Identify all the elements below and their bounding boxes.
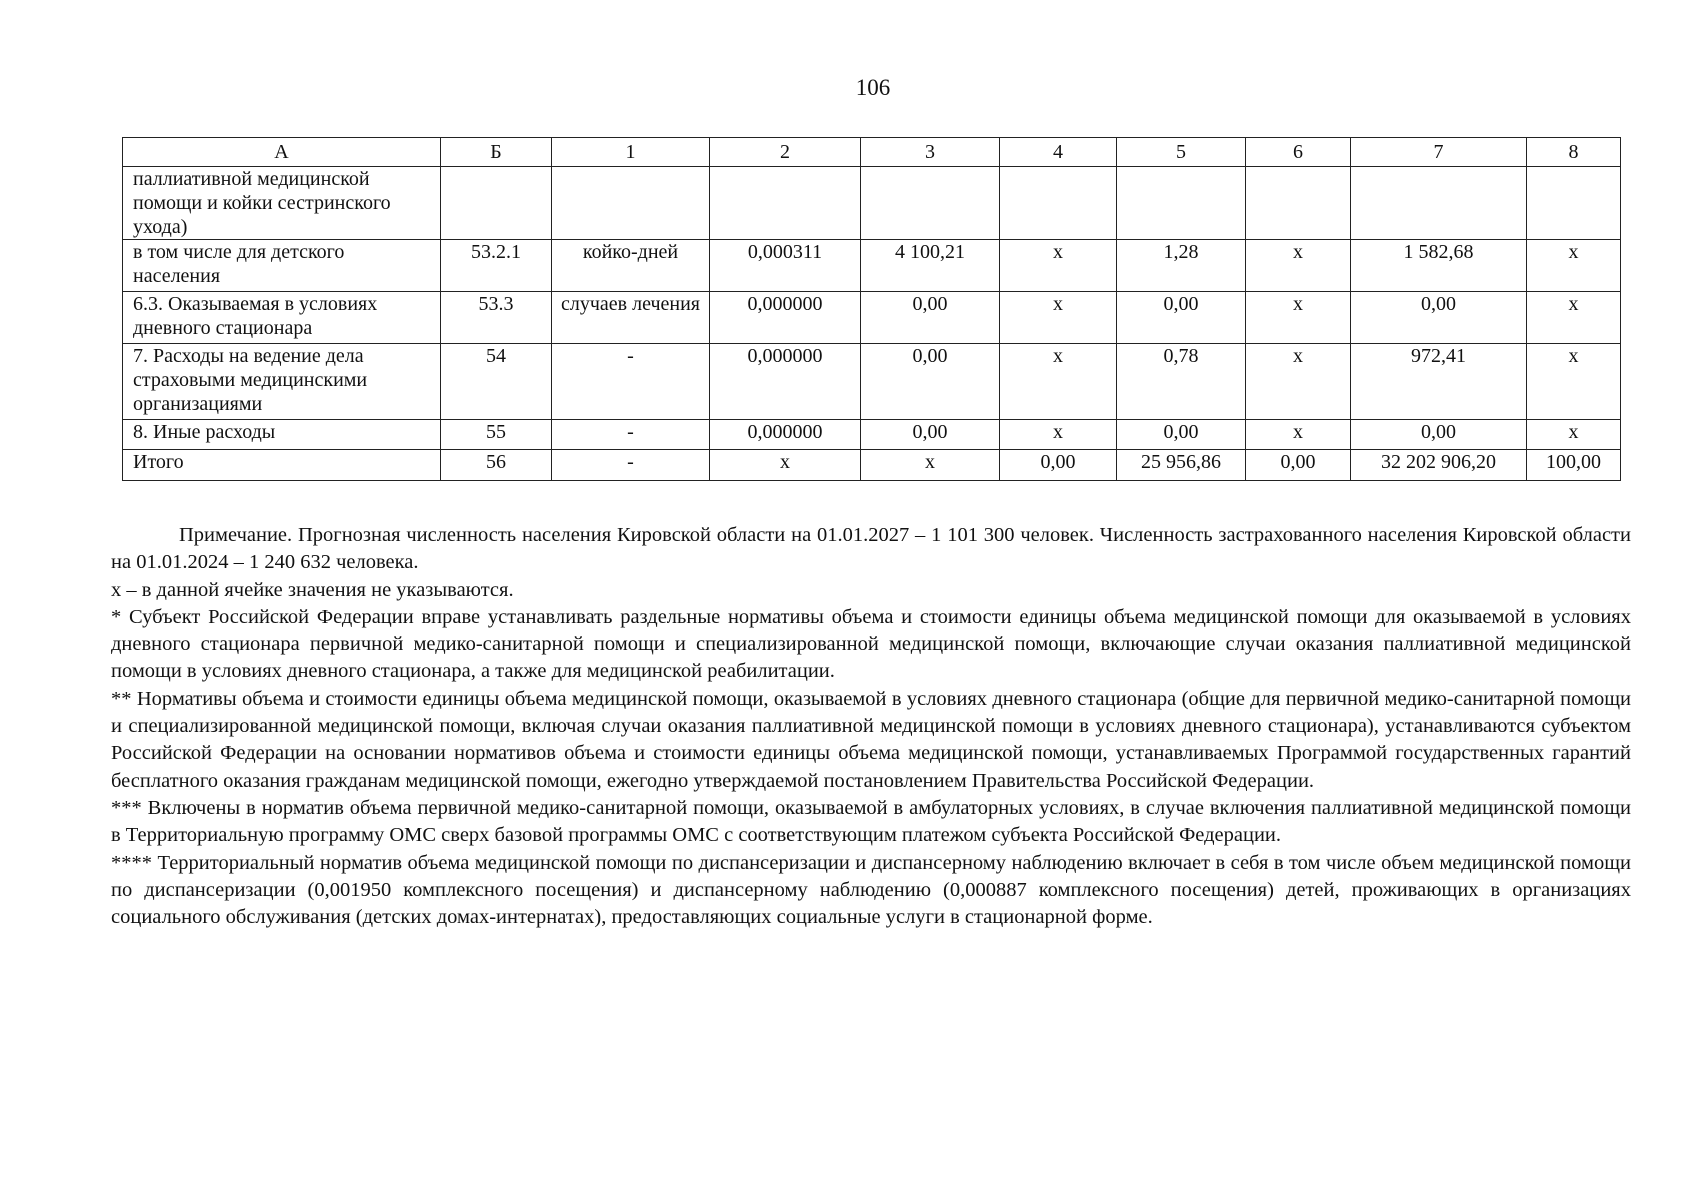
table-cell [1000,167,1117,240]
table-cell [441,167,552,240]
data-table [122,137,1621,481]
header-cell: 5 [1117,138,1246,167]
table-cell: койко-дней [552,240,710,292]
footnote-4: **** Территориальный норматив объема медицинской помощи по диспансеризации и диспансерному наблюдению включает в себя в том числе объем медицинской помощи по диспансеризации (0,001950 комплексного посещения) и диспансерному наблюдению (0,000887 комплексного посещения) детей, проживающих в организациях социального обслуживания (детских домах-интернатах), предоставляющих социальные услуги в стационарной форме. [111,851,1631,929]
page-number: 106 [855,75,891,100]
row-label: 6.3. Оказываемая в условиях дневного стационара [123,292,441,344]
row-label: паллиативной медицинской помощи и койки сестринского ухода) [123,167,441,240]
table-row [123,420,1621,450]
table-cell: 100,00 [1527,450,1621,481]
table-cell: 25 956,86 [1117,450,1246,481]
table-cell: - [552,420,710,450]
table-cell: случаев лечения [552,292,710,344]
note-x-legend: x – в данной ячейке значения не указываются. [111,578,514,601]
table-cell [1117,167,1246,240]
table-cell: 0,00 [861,420,1000,450]
table-cell: 55 [441,420,552,450]
table-row [123,240,1621,292]
table-cell: 0,000000 [710,292,861,344]
table-cell: x [1000,240,1117,292]
table-cell: x [1246,240,1351,292]
header-cell: 3 [861,138,1000,167]
table-cell: - [552,450,710,481]
notes-section [111,522,1631,931]
table-cell [552,167,710,240]
table-cell: 0,00 [1117,420,1246,450]
table-cell: x [1000,420,1117,450]
table-cell: x [1246,344,1351,420]
table-row [123,292,1621,344]
table-cell: x [1000,344,1117,420]
table-cell: 0,00 [1117,292,1246,344]
table-cell: x [1527,240,1621,292]
table-cell: x [1000,292,1117,344]
table-cell: 972,41 [1351,344,1527,420]
table-row [123,344,1621,420]
table-cell: 0,00 [1351,420,1527,450]
note-population: Примечание. Прогнозная численность населения Кировской области на 01.01.2027 – 1 101 300 человек. Численность застрахованного населения Кировской области на 01.01.2024 – 1 240 632 человека. [111,524,1631,574]
row-label: 8. Иные расходы [123,420,441,450]
row-label: Итого [123,450,441,481]
table-cell: 0,000000 [710,344,861,420]
table-cell: x [1527,344,1621,420]
footnote-2: ** Нормативы объема и стоимости единицы объема медицинской помощи, оказываемой в условиях дневного стационара (общие для первичной медико-санитарной помощи и специализированной медицинской помощи, включая случаи оказания паллиативной медицинской помощи в условиях дневного стационара), устанавливаются субъектом Российской Федерации на основании нормативов объема и стоимости единицы объема медицинской помощи, устанавливаемых Программой государственных гарантий бесплатного оказания гражданам медицинской помощи, ежегодно утверждаемой постановлением Правительства Российской Федерации. [111,687,1631,792]
table-cell: - [552,344,710,420]
table-cell: x [710,450,861,481]
row-label: 7. Расходы на ведение дела страховыми медицинскими организациями [123,344,441,420]
table-cell: 32 202 906,20 [1351,450,1527,481]
table-cell: 1,28 [1117,240,1246,292]
table-cell: 0,00 [1000,450,1117,481]
row-label: в том числе для детского населения [123,240,441,292]
table-cell [1527,167,1621,240]
header-row [123,138,1621,167]
table-cell: 56 [441,450,552,481]
table-cell: 0,00 [1246,450,1351,481]
footnote-1: * Субъект Российской Федерации вправе устанавливать раздельные нормативы объема и стоимости единицы объема медицинской помощи для оказываемой в условиях дневного стационара первичной медико-санитарной помощи и специализированной медицинской помощи, включающие случаи оказания паллиативной медицинской помощи в условиях дневного стационара, а также для медицинской реабилитации. [111,605,1631,683]
table-cell: 0,00 [861,344,1000,420]
header-cell: 4 [1000,138,1117,167]
table-cell: 53.2.1 [441,240,552,292]
table-cell: 0,78 [1117,344,1246,420]
table-cell: 0,00 [861,292,1000,344]
table-cell [710,167,861,240]
footnote-3: *** Включены в норматив объема первичной медико-санитарной помощи, оказываемой в амбулаторных условиях, в случае включения паллиативной медицинской помощи в Территориальную программу ОМС сверх базовой программы ОМС с соответствующим платежом субъекта Российской Федерации. [111,796,1631,847]
table-cell: 4 100,21 [861,240,1000,292]
table-cell: x [1246,292,1351,344]
header-cell: 8 [1527,138,1621,167]
table-cell: 54 [441,344,552,420]
table-row [123,167,1621,240]
header-cell: 2 [710,138,861,167]
table-cell: x [861,450,1000,481]
table-cell: 0,00 [1351,292,1527,344]
total-row [123,450,1621,481]
header-cell: А [123,138,441,167]
table-cell: x [1246,420,1351,450]
table-cell [1351,167,1527,240]
table-cell: x [1527,292,1621,344]
header-cell: Б [441,138,552,167]
table-cell: 1 582,68 [1351,240,1527,292]
table-cell: x [1527,420,1621,450]
table-cell: 0,000000 [710,420,861,450]
header-cell: 1 [552,138,710,167]
table-cell: 53.3 [441,292,552,344]
table-cell: 0,000311 [710,240,861,292]
header-cell: 7 [1351,138,1527,167]
header-cell: 6 [1246,138,1351,167]
table-cell [861,167,1000,240]
table-cell [1246,167,1351,240]
